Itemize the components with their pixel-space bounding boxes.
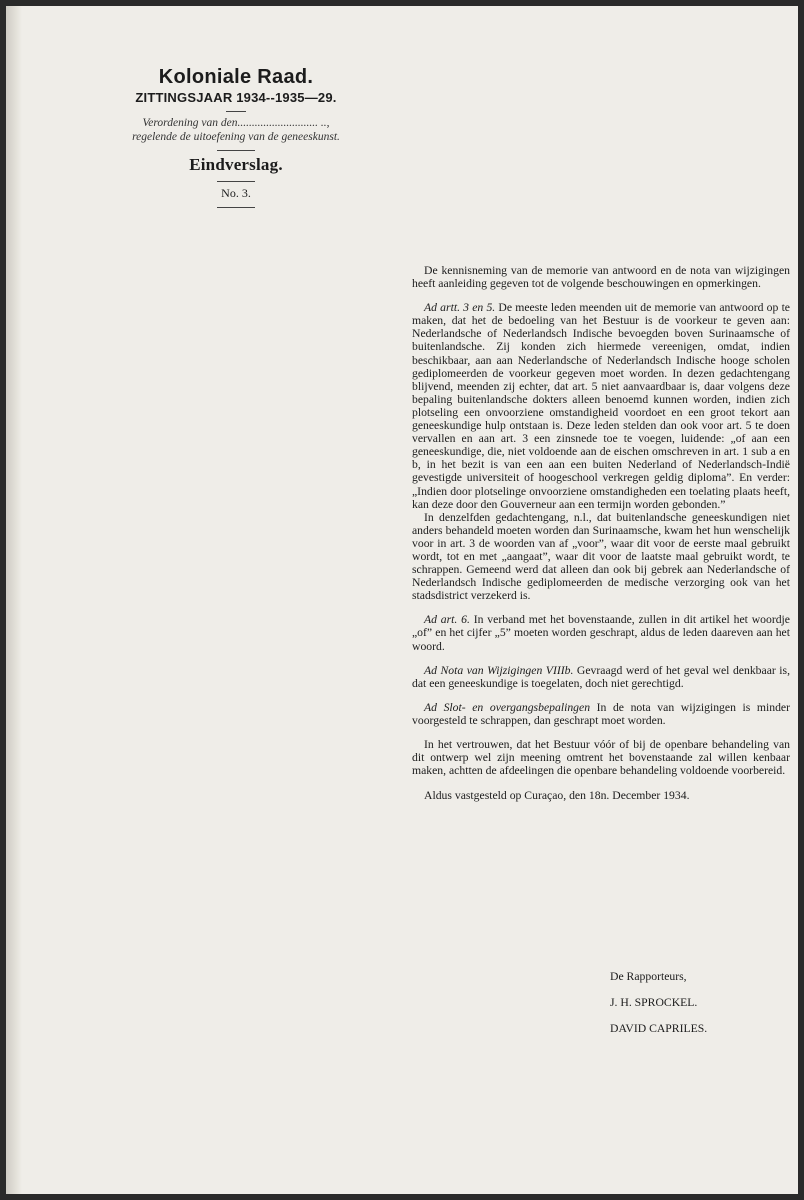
session-year: ZITTINGSJAAR 1934--1935—29. (135, 90, 337, 105)
article-label: Ad Nota van Wijzigingen VIIIb. (424, 663, 574, 677)
rapporteurs-heading: De Rapporteurs, (610, 970, 687, 983)
paragraph-art-6 (412, 613, 790, 652)
document-number: No. 3. (221, 186, 251, 200)
article-label: Ad Slot- en overgangsbepalingen (424, 700, 591, 714)
signature-block (610, 970, 707, 1048)
paragraph-intro: De kennisneming van de memorie van antwoord en de nota van wijzigingen heeft aanleiding gegeven tot de volgende beschouwingen en opmerkingen. (412, 264, 790, 291)
document-header (96, 66, 376, 212)
paragraph-continuation: In denzelfden gedachtengang, n.l., dat buitenlandsche geneeskundigen niet anders behandeld moeten worden dan Surinaamsche, kwam het hun wenschelijk voor in art. 3 de woorden van af „voor”, waar dit voor de eerste maal gebruikt wordt, tot en met „aangaat”, waar dit voor de laatste maal gebruikt wordt, te schrappen. Gemeend werd dat alleen dan ook bij gebrek aan Nederlandsche of Nederlandsch Indische gediplomeerden de medische verzorging ook van het stadsdistrict verzekerd is. (412, 510, 790, 603)
signatory-2: DAVID CAPRILES. (610, 1022, 708, 1035)
divider (217, 207, 255, 208)
paragraph-text: Gevraagd werd of het geval wel denkbaar is, dat een geneeskundige is toegelaten, doch niet gerechtigd. (412, 663, 790, 690)
paragraph-nota (412, 664, 790, 690)
closing-line (412, 789, 790, 802)
paragraph-slot (412, 701, 790, 727)
report-title: Eindverslag. (189, 155, 283, 174)
ordinance-line-1: Verordening van den............................ .., (142, 117, 330, 129)
paragraph-conclusion: In het vertrouwen, dat het Bestuur vóór of bij de openbare behandeling van dit ontwerp wel zijn meening omtrent het bovenstaande zal willen kenbaar maken, achtten de afdeelingen die openbare behandeling voldoende voorbereid. (412, 738, 790, 778)
divider (226, 111, 246, 112)
divider (217, 181, 255, 182)
paragraph-text: De meeste leden meenden uit de memorie van antwoord op te maken, dat het de bedoeling van het Bestuur is de voorkeur te geven aan: Nederlandsche of Nederlandsch Indische bevoegden boven Surinaamsche of buitenlandsche. Zij konden zich hiermede vereenigen, omdat, indien beschikbaar, aan aan Nederlandsche of Nederlandsch Indische hooge scholen gediplomeerden de voorkeur gegeven moet worden. In dezen gedachtengang blijvend, meenden zij echter, dat art. 5 niet aanvaardbaar is, daar volgens deze bepaling buitenlandsche dokters alleen benoemd kunnen worden, indien zich plotseling een onvoorziene omstandigheid voordoet en een groot tekort aan geneeskundige hulp ontstaan is. Deze leden stelden dan ook voor art. 5 te doen vervallen en aan art. 3 een zinsnede toe te voegen, luidende: „of aan een geneeskundige, die, niet voldoende aan de eischen omschreven in art. 1 sub a en b, in het bezit is van een aan een buiten Nederland of Nederlandsch-Indië gevestigde universiteit of hoogeschool verkregen geldig diploma”. En verder: „Indien door plotselinge onvoorziene omstandigheden een toelating plaats heeft, kan deze door den Gouverneur aan een termijn worden gebonden.” (412, 301, 790, 511)
report-body (412, 264, 790, 802)
council-title: Koloniale Raad. (158, 66, 314, 88)
article-label: Ad art. 6. (424, 613, 470, 627)
binding-edge (6, 6, 22, 1194)
divider (217, 150, 255, 151)
signatory-1: J. H. SPROCKEL. (610, 996, 698, 1009)
closing-text: Aldus vastgesteld op Curaçao, den 18n. December 1934. (424, 789, 690, 803)
paragraph-text: In de nota van wijzigingen is minder voorgesteld te schrappen, dan geschrapt moet worden. (412, 700, 791, 727)
paragraph-text: In verband met het bovenstaande, zullen in dit artikel het woordje „of” en het cijfer „5” moeten worden geschrapt, aldus de leden daareven aan het woord. (412, 613, 790, 653)
ordinance-line-2: regelende de uitoefening van de geneeskunst. (132, 131, 340, 143)
paragraph-art-3-5 (412, 301, 790, 511)
article-label: Ad artt. 3 en 5. (424, 301, 496, 315)
